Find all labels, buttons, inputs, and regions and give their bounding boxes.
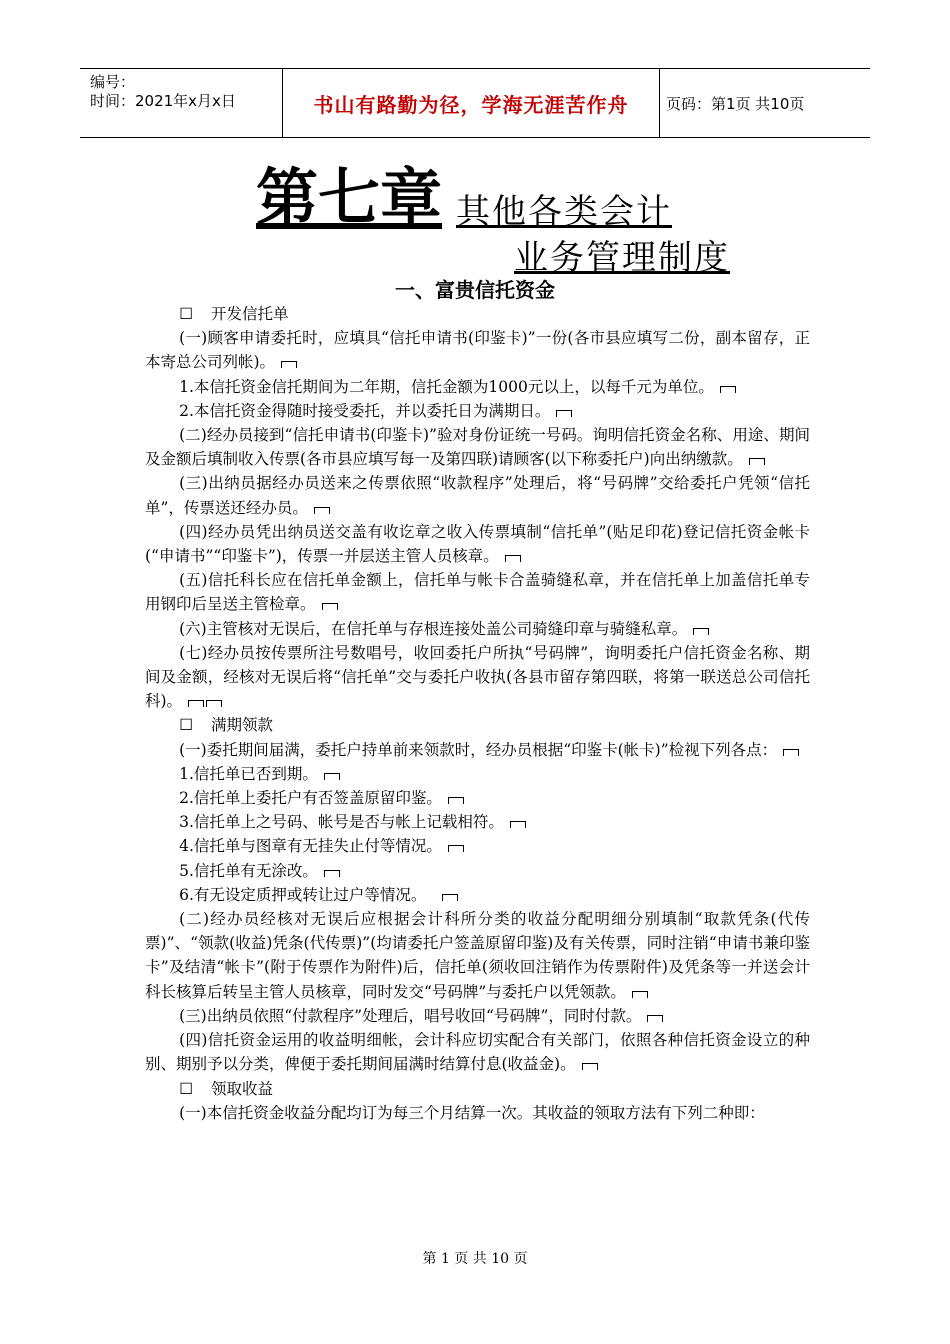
chapter-title: 第七章 bbox=[256, 161, 443, 234]
list-item: 1.信托单已否到期。 bbox=[145, 762, 810, 786]
paragraph: (一)委托期间届满，委托户持单前来领款时，经办员根据“印鉴卡(帐卡)”检视下列各点： bbox=[145, 738, 810, 762]
header-meta bbox=[90, 73, 236, 111]
document-body bbox=[145, 302, 810, 1125]
paragraph-mark-icon bbox=[632, 991, 648, 998]
checkbox-icon: ☐ bbox=[179, 1079, 193, 1098]
subsection-heading: ☐ 开发信托单 bbox=[179, 305, 289, 323]
paragraph: (三)出纳员据经办员送来之传票依照“收款程序”处理后，将“号码牌”交给委托户凭领“信托单”，传票送还经办员。 bbox=[145, 474, 810, 517]
paragraph: (一)顾客申请委托时，应填具“信托申请书(印鉴卡)”一份(各市县应填写二份，副本留存，正本寄总公司列帐)。 bbox=[145, 329, 810, 372]
paragraph: (四)信托资金运用的收益明细帐，会计科应切实配合有关部门，依照各种信托资金设立的种别、期别予以分类，俾便于委托期间届满时结算付息(收益金)。 bbox=[145, 1031, 810, 1074]
paragraph-mark-icon bbox=[448, 845, 464, 852]
paragraph-mark-icon bbox=[314, 507, 330, 514]
list-item: 1.本信托资金信托期间为二年期，信托金额为1000元以上，以每千元为单位。 bbox=[145, 375, 810, 399]
paragraph-mark-icon bbox=[324, 870, 340, 877]
paragraph-mark-icon bbox=[556, 410, 572, 417]
paragraph: (二)经办员经核对无误后应根据会计科所分类的收益分配明细分别填制“取款凭条(代传票)”、“领款(收益)凭条(代传票)”(均请委托户签盖原留印鉴)及有关传票，同时注销“申请书兼印鉴卡”及结清“帐卡”(附于传票作为附件)后，信托单(须收回注销作为传票附件)及凭条等一并送会计科长核算后转呈主管人员核章，同时发交“号码牌”与委托户以凭领款。 bbox=[145, 910, 810, 1001]
date-label: 时间：2021年x月x日 bbox=[90, 92, 236, 110]
document-header bbox=[80, 68, 870, 138]
list-item: 5.信托单有无涂改。 bbox=[145, 859, 810, 883]
paragraph-mark-icon bbox=[322, 603, 338, 610]
list-item: 2.信托单上委托户有否签盖原留印鉴。 bbox=[145, 786, 810, 810]
subsection-heading: ☐ 满期领款 bbox=[179, 716, 274, 735]
checkbox-icon: ☐ bbox=[179, 305, 193, 323]
paragraph-mark-icon bbox=[720, 386, 736, 393]
paragraph-mark-icon bbox=[324, 773, 340, 780]
list-item: 3.信托单上之号码、帐号是否与帐上记载相符。 bbox=[145, 810, 810, 834]
paragraph-mark-icon bbox=[442, 894, 458, 901]
page-footer: 第 1 页 共 10 页 bbox=[422, 1251, 528, 1267]
paragraph: (二)经办员接到“信托申请书(印鉴卡)”验对身份证统一号码。询明信托资金名称、用途、期间及金额后填制收入传票(各市县应填写每一及第四联)请顾客(以下称委托户)向出纳缴款。 bbox=[145, 426, 810, 469]
chapter-subtitle-line2: 业务管理制度 bbox=[514, 238, 730, 278]
paragraph: (七)经办员按传票所注号数唱号，收回委托户所执“号码牌”，询明委托户信托资金名称、期间及金额，经核对无误后将“信托单”交与委托户收执(各县市留存第四联，将第一联送总公司信托科)。 bbox=[145, 643, 810, 711]
paragraph: (一)本信托资金收益分配均订为每三个月结算一次。其收益的领取方法有下列二种即： bbox=[179, 1103, 765, 1122]
paragraph: (四)经办员凭出纳员送交盖有收讫章之收入传票填制“信托单”(贴足印花)登记信托资金帐卡(“申请书”“印鉴卡”)，传票一并层送主管人员核章。 bbox=[145, 522, 810, 566]
paragraph-mark-icon bbox=[206, 700, 222, 707]
header-motto: 书山有路勤为径，学海无涯苦作舟 bbox=[282, 69, 660, 137]
paragraph: (五)信托科长应在信托单金额上，信托单与帐卡合盖骑缝私章，并在信托单上加盖信托单专用钢印后呈送主管检章。 bbox=[145, 571, 810, 614]
serial-label: 编号： bbox=[90, 73, 136, 91]
paragraph: (六)主管核对无误后，在信托单与存根连接处盖公司骑缝印章与骑缝私章。 bbox=[145, 617, 810, 641]
paragraph-mark-icon bbox=[647, 1015, 663, 1022]
paragraph-mark-icon bbox=[783, 749, 799, 756]
paragraph-mark-icon bbox=[749, 458, 765, 465]
list-item: 2.本信托资金得随时接受委托，并以委托日为满期日。 bbox=[145, 399, 810, 423]
paragraph-mark-icon bbox=[505, 555, 521, 562]
list-item: 6.有无设定质押或转让过户等情况。 bbox=[145, 883, 810, 907]
paragraph-mark-icon bbox=[510, 821, 526, 828]
paragraph-mark-icon bbox=[188, 700, 204, 707]
paragraph-mark-icon bbox=[281, 361, 297, 368]
paragraph: (三)出纳员依照“付款程序”处理后，唱号收回“号码牌”，同时付款。 bbox=[145, 1004, 810, 1028]
subsection-heading: ☐ 领取收益 bbox=[179, 1079, 274, 1098]
paragraph-mark-icon bbox=[448, 797, 464, 804]
paragraph-mark-icon bbox=[582, 1063, 598, 1070]
header-page-label: 页码：第1页 共10页 bbox=[666, 94, 805, 113]
chapter-subtitle-line1: 其他各类会计 bbox=[456, 192, 672, 232]
section-title: 一、富贵信托资金 bbox=[395, 278, 555, 302]
paragraph-mark-icon bbox=[693, 628, 709, 635]
checkbox-icon: ☐ bbox=[179, 716, 193, 735]
list-item: 4.信托单与图章有无挂失止付等情况。 bbox=[145, 834, 810, 858]
